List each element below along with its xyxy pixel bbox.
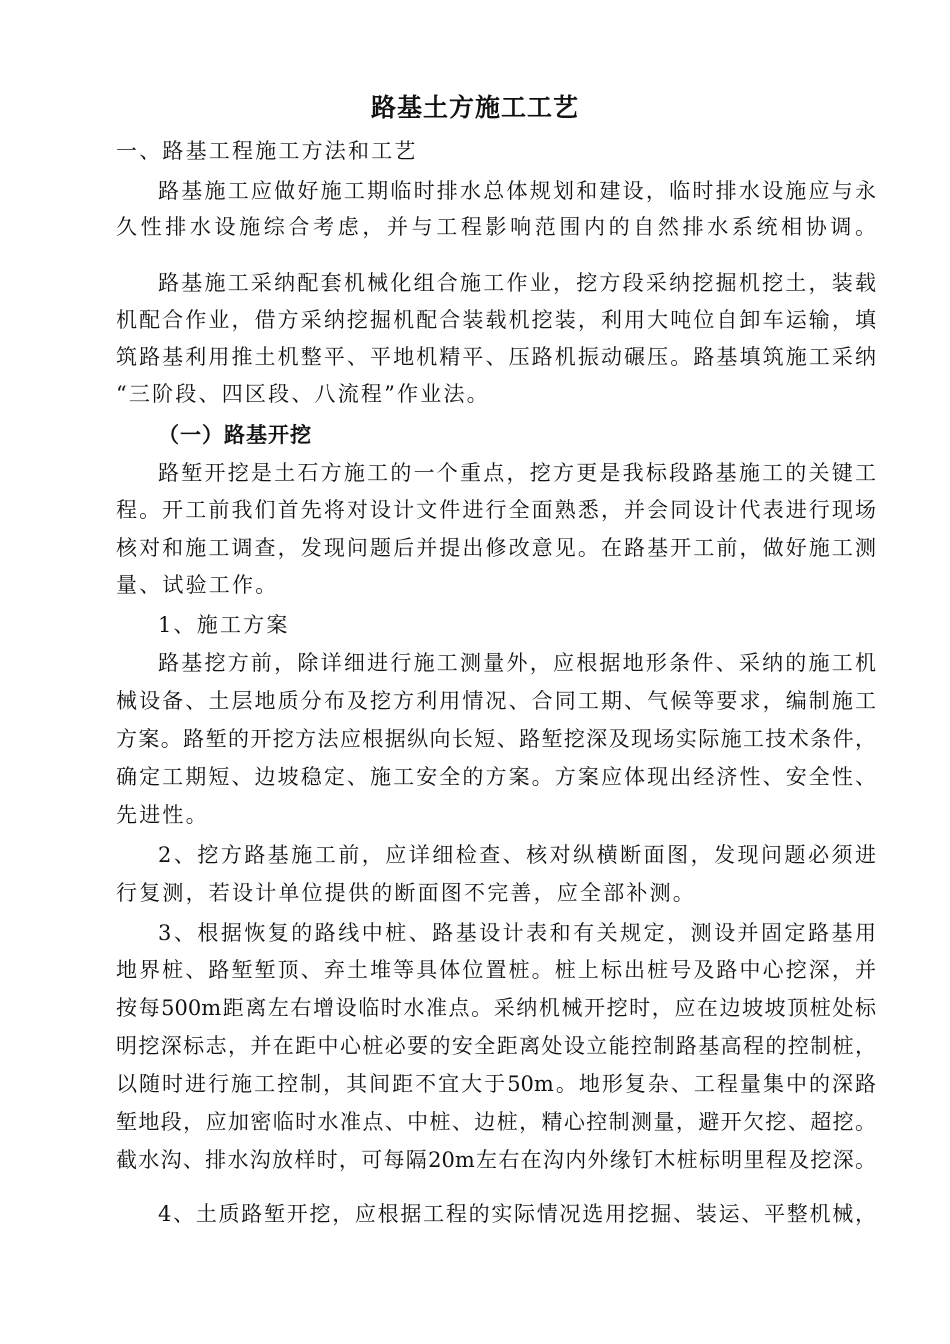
paragraph-line: 地界桩、路堑堑顶、弃土堆等具体位置桩。桩上标出桩号及路中心挖深，并	[116, 958, 876, 982]
paragraph-line: 久性排水设施综合考虑，并与工程影响范围内的自然排水系统相协调。	[116, 215, 876, 239]
paragraph-line: 程。开工前我们首先将对设计文件进行全面熟悉，并会同设计代表进行现场	[116, 498, 876, 522]
paragraph-line: 筑路基利用推土机整平、平地机精平、压路机振动碾压。路基填筑施工采纳	[116, 345, 876, 369]
paragraph-line: 明挖深标志，并在距中心桩必要的安全距离处设立能控制路基高程的控制桩，	[116, 1034, 876, 1058]
item-heading: 1、施工方案	[158, 613, 290, 637]
paragraph-line: 堑地段，应加密临时水准点、中桩、边桩，精心控制测量，避开欠挖、超挖。	[116, 1110, 876, 1134]
paragraph-line: 路基施工采纳配套机械化组合施工作业，挖方段采纳挖掘机挖土，装载	[158, 271, 876, 295]
paragraph-line: 路基挖方前，除详细进行施工测量外，应根据地形条件、采纳的施工机	[158, 651, 876, 675]
paragraph-line: 以随时进行施工控制，其间距不宜大于50m。地形复杂、工程量集中的深路	[116, 1072, 876, 1096]
paragraph-line: 先进性。	[116, 803, 209, 827]
paragraph-line: 3、根据恢复的路线中桩、路基设计表和有关规定，测设并固定路基用	[158, 921, 876, 945]
document-title: 路基土方施工工艺	[370, 93, 579, 122]
paragraph-line: 确定工期短、边坡稳定、施工安全的方案。方案应体现出经济性、安全性、	[116, 765, 876, 789]
paragraph-line: 2、挖方路基施工前，应详细检查、核对纵横断面图，发现问题必须进	[158, 843, 876, 867]
paragraph-line: 路堑开挖是土石方施工的一个重点，挖方更是我标段路基施工的关键工	[158, 461, 876, 485]
paragraph-line: 路基施工应做好施工期临时排水总体规划和建设，临时排水设施应与永	[158, 179, 876, 203]
paragraph-line: 方案。路堑的开挖方法应根据纵向长短、路堑挖深及现场实际施工技术条件，	[116, 727, 876, 751]
paragraph-line: “三阶段、四区段、八流程”作业法。	[116, 382, 490, 406]
paragraph-line: 行复测，若设计单位提供的断面图不完善，应全部补测。	[116, 881, 696, 905]
paragraph-line: 核对和施工调查，发现问题后并提出修改意见。在路基开工前，做好施工测	[116, 536, 876, 560]
paragraph-line: 截水沟、排水沟放样时，可每隔20m左右在沟内外缘钉木桩标明里程及挖深。	[116, 1148, 876, 1172]
paragraph-line: 械设备、土层地质分布及挖方利用情况、合同工期、气候等要求，编制施工	[116, 689, 876, 713]
paragraph-line: 按每500m距离左右增设临时水准点。采纳机械开挖时，应在边坡坡顶桩处标	[116, 996, 876, 1020]
paragraph-line: 量、试验工作。	[116, 573, 279, 597]
section-heading: 一、路基工程施工方法和工艺	[116, 139, 418, 163]
paragraph-line: 机配合作业，借方采纳挖掘机配合装载机挖装，利用大吨位自卸车运输，填	[116, 308, 876, 332]
paragraph-line: 4、土质路堑开挖，应根据工程的实际情况选用挖掘、装运、平整机械，	[158, 1202, 876, 1226]
subsection-heading: （一）路基开挖	[158, 423, 312, 447]
